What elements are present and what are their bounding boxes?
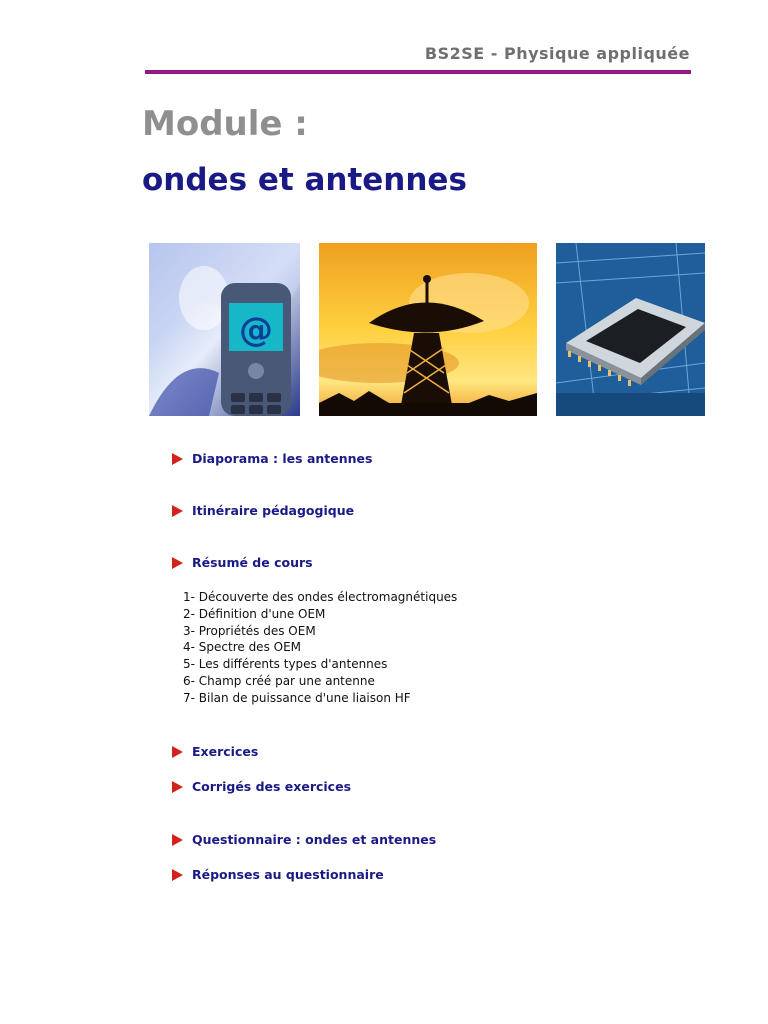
list-item: 7- Bilan de puissance d'une liaison HF: [183, 690, 411, 705]
red-arrow-icon: [172, 746, 183, 758]
list-item: 6- Champ créé par une antenne: [183, 673, 375, 688]
red-arrow-icon: [172, 453, 183, 465]
link-resume[interactable]: [172, 555, 313, 570]
link-label: Itinéraire pédagogique: [192, 503, 355, 518]
list-item: 3- Propriétés des OEM: [183, 623, 316, 638]
link-questionnaire[interactable]: [172, 832, 436, 847]
mobile-phone-image: [149, 243, 300, 416]
list-item: 2- Définition d'une OEM: [183, 606, 326, 621]
header-title: BS2SE - Physique appliquée: [424, 44, 690, 63]
link-exercices[interactable]: [172, 744, 258, 759]
red-arrow-icon: [172, 557, 183, 569]
link-label: Diaporama : les antennes: [192, 451, 373, 466]
link-label: Corrigés des exercices: [192, 779, 352, 794]
link-label: Exercices: [192, 744, 259, 759]
microchip-image: [556, 243, 705, 416]
link-label: Résumé de cours: [192, 555, 313, 570]
course-summary-list: [183, 589, 457, 707]
red-arrow-icon: [172, 834, 183, 846]
satellite-dish-image: [319, 243, 537, 416]
header-rule: [145, 70, 691, 74]
red-arrow-icon: [172, 505, 183, 517]
link-diaporama[interactable]: [172, 451, 372, 466]
link-reponses[interactable]: [172, 867, 384, 882]
link-label: Questionnaire : ondes et antennes: [192, 832, 437, 847]
list-item: 1- Découverte des ondes électromagnétiques: [183, 590, 458, 604]
module-title: ondes et antennes: [142, 162, 467, 198]
link-itineraire[interactable]: [172, 503, 354, 518]
link-label: Réponses au questionnaire: [192, 867, 384, 882]
at-symbol: @: [239, 310, 273, 350]
list-item: 4- Spectre des OEM: [183, 640, 302, 655]
link-corriges[interactable]: [172, 779, 351, 794]
red-arrow-icon: [172, 869, 183, 881]
list-item: 5- Les différents types d'antennes: [183, 657, 388, 672]
module-label: Module :: [142, 104, 308, 144]
red-arrow-icon: [172, 781, 183, 793]
